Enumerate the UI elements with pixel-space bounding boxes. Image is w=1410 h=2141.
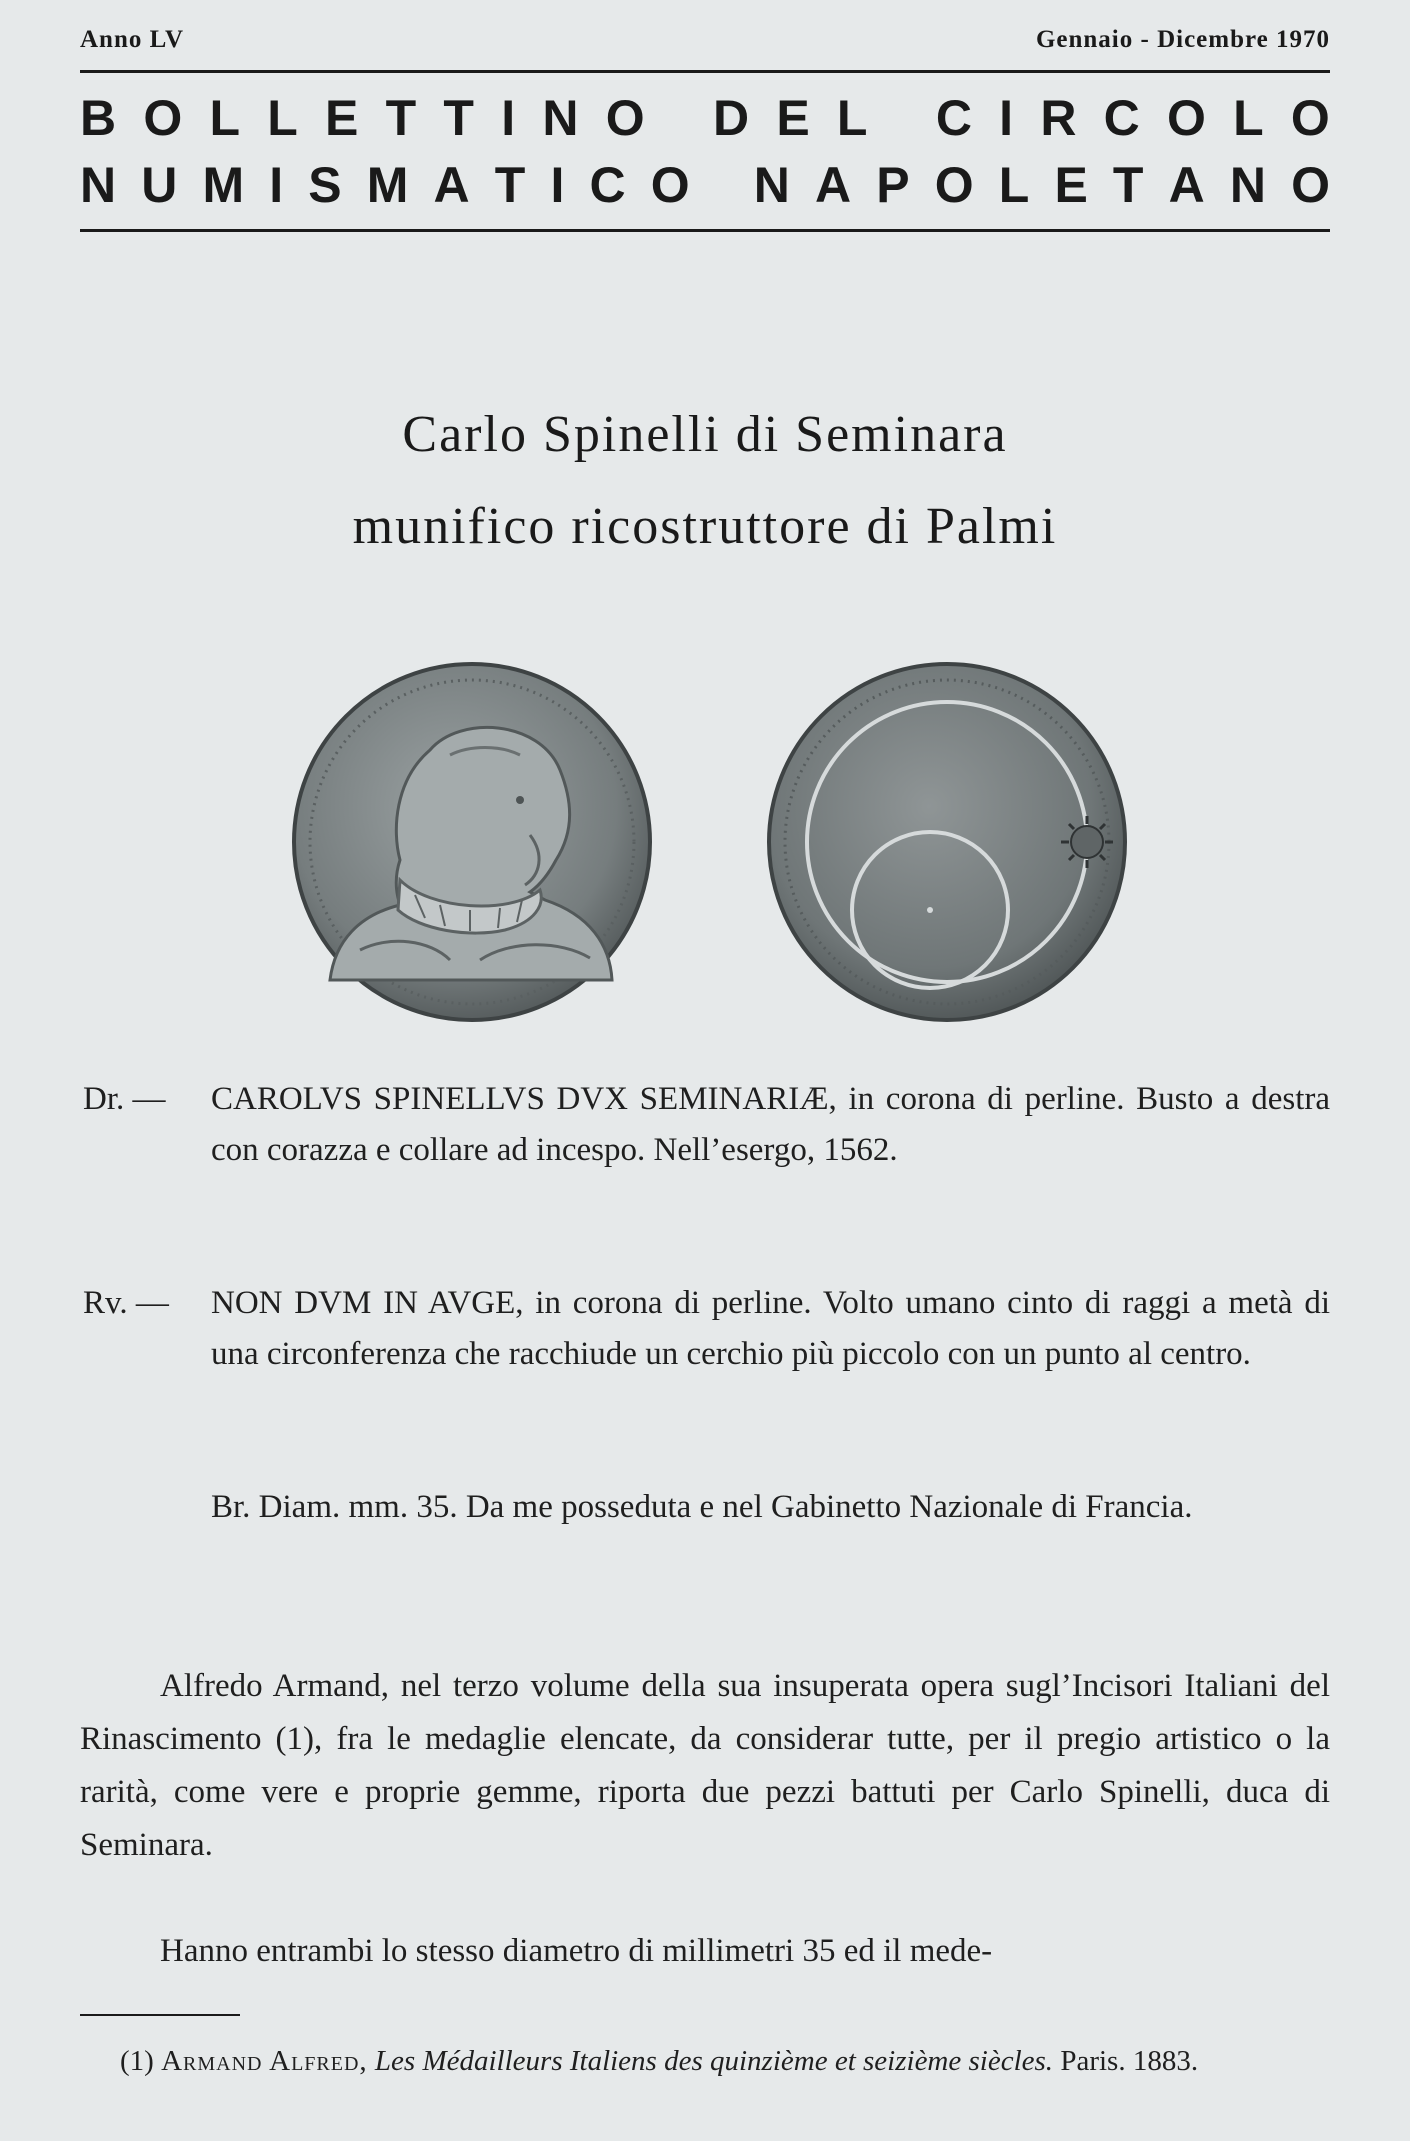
masthead-letter: I [269,157,284,213]
masthead-letter: O [650,157,690,213]
footnote-number: (1) [120,2045,154,2077]
header-rule-top [80,70,1330,73]
masthead-letter: L [836,90,868,146]
article-title-line-2: munifico ricostruttore di Palmi [352,498,1058,555]
body-paragraph-1: Alfredo Armand, nel terzo volume della sua insuperata opera sugl’Incisori Italiani del Rinascimento (1), fra le medaglie elencate, da considerar tutte, per il pregio artistico o la rarità, come vere e proprie gemme, riporta due pezzi battuti per Carlo Spinelli, duca di Seminara. [80,1668,1330,1863]
masthead-letter: O [934,157,974,213]
footnote-rule [80,2014,240,2016]
footnote [80,2040,1330,2082]
portrait-medal-obverse-icon [294,664,650,1020]
masthead-letter: L [267,90,298,146]
masthead-letter: R [1040,90,1077,146]
masthead-letter: L [1233,90,1264,146]
masthead-letter: L [998,157,1030,213]
reverse-text: NON DVM IN AVGE, in corona di perline. Volto umano cinto di raggi a metà di una circonferenza che racchiude un cerchio più piccolo con un punto al centro. [211,1285,1330,1372]
masthead-letter: D [712,90,750,146]
reverse-description [83,1278,1330,1380]
body-paragraph-2: Hanno entrambi lo stesso diametro di millimetri 35 ed il mede- [160,1933,993,1969]
masthead-letter: O [143,90,183,146]
masthead-letter: E [1054,157,1088,213]
masthead-letter: N [1229,157,1266,213]
masthead-letter: T [443,90,474,146]
masthead-letter: E [776,90,810,146]
article-title-line-1: Carlo Spinelli di Seminara [402,406,1008,463]
masthead-letter: B [80,90,117,146]
masthead-letter: A [815,157,852,213]
masthead-letter: I [501,90,516,146]
masthead-letter: O [1291,157,1330,213]
masthead-letter: E [325,90,359,146]
masthead-letter: A [433,157,470,213]
obverse-text: CAROLVS SPINELLVS DVX SEMINARIÆ, in corona di perline. Busto a destra con corazza e collare ad incespo. Nell’esergo, 1562. [211,1081,1330,1168]
sun-circles-medal-reverse-icon [769,664,1125,1020]
masthead-line-1 [80,88,1330,148]
volume-label: Anno LV [80,26,185,53]
masthead-word-gap [895,88,909,148]
masthead-letter: P [876,157,910,213]
medal-photographs [0,660,1410,1025]
masthead-letter: O [1290,90,1330,146]
masthead-letter: U [141,157,178,213]
masthead-letter: A [1168,157,1205,213]
masthead-letter: S [308,157,342,213]
masthead-letter: O [1167,90,1206,146]
masthead-letter: N [753,157,790,213]
footnote-place-year: Paris. 1883. [1060,2045,1199,2077]
header-rule-bottom [80,229,1330,232]
masthead-line-2 [80,155,1330,215]
masthead-word-gap [672,88,686,148]
obverse-description [83,1074,1330,1176]
masthead-word-gap [715,155,729,215]
obverse-label: Dr. — [83,1081,166,1117]
masthead-letter: N [80,157,117,213]
masthead-letter: I [999,90,1014,146]
reverse-label: Rv. — [83,1285,169,1321]
running-header [80,26,1330,60]
masthead-letter: T [385,90,417,146]
masthead-letter: N [542,90,579,146]
masthead-letter: L [209,90,241,146]
masthead-letter: M [202,157,245,213]
masthead-letter: T [1112,157,1144,213]
footnote-author: Armand Alfred, [161,2045,368,2077]
masthead-letter: T [494,157,526,213]
medal-note [83,1482,1330,1533]
masthead-letter: M [366,157,409,213]
masthead-letter: C [589,157,626,213]
medal-note-text: Br. Diam. mm. 35. Da me posseduta e nel Gabinetto Nazionale di Francia. [211,1489,1193,1525]
masthead-letter: C [1103,90,1140,146]
masthead-letter: I [550,157,565,213]
issue-date: Gennaio - Dicembre 1970 [1035,26,1330,53]
masthead-letter: O [605,90,645,146]
masthead-letter: C [935,90,972,146]
footnote-work: Les Médailleurs Italiens des quinzième et seizième siècles. [374,2045,1054,2077]
